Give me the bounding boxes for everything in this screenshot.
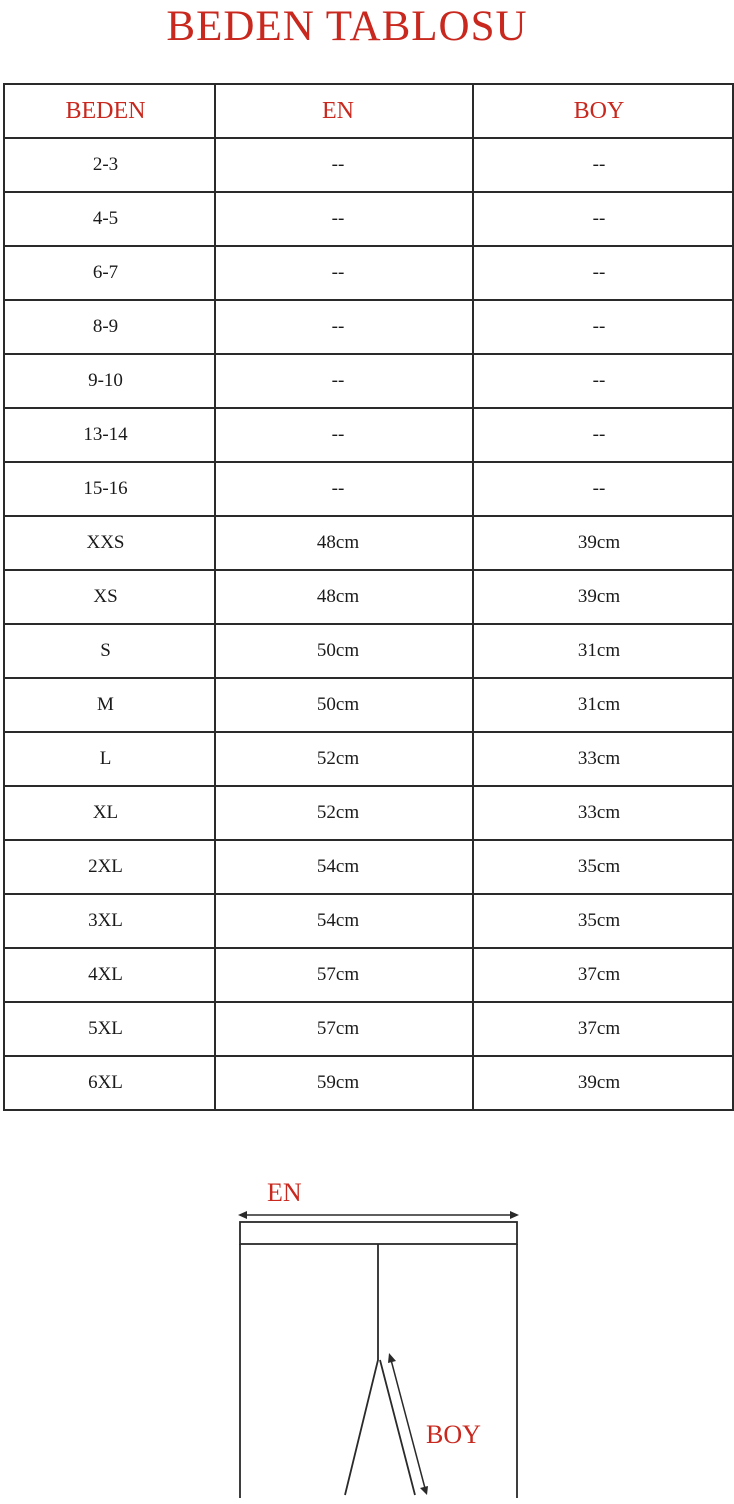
table-header-row	[4, 84, 733, 138]
size-table-body	[4, 84, 733, 1110]
cell-beden: 2-3	[4, 138, 215, 192]
table-row	[4, 300, 733, 354]
header-en: EN	[215, 84, 473, 138]
cell-beden: M	[4, 678, 215, 732]
cell-beden: XS	[4, 570, 215, 624]
diagram-en-label: EN	[267, 1178, 302, 1207]
table-row	[4, 462, 733, 516]
table-row	[4, 138, 733, 192]
table-row	[4, 354, 733, 408]
table-row	[4, 1002, 733, 1056]
cell-boy: --	[473, 462, 733, 516]
cell-beden: XXS	[4, 516, 215, 570]
table-row	[4, 570, 733, 624]
cell-boy: 31cm	[473, 678, 733, 732]
cell-beden: 9-10	[4, 354, 215, 408]
shorts-measurement-diagram	[230, 1170, 530, 1500]
cell-boy: 39cm	[473, 516, 733, 570]
table-row	[4, 948, 733, 1002]
cell-en: 52cm	[215, 732, 473, 786]
cell-beden: 4XL	[4, 948, 215, 1002]
cell-en: --	[215, 408, 473, 462]
cell-en: --	[215, 192, 473, 246]
cell-beden: L	[4, 732, 215, 786]
table-row	[4, 624, 733, 678]
cell-beden: 6-7	[4, 246, 215, 300]
table-row	[4, 678, 733, 732]
cell-beden: 5XL	[4, 1002, 215, 1056]
cell-en: 57cm	[215, 1002, 473, 1056]
table-row	[4, 192, 733, 246]
cell-beden: 15-16	[4, 462, 215, 516]
cell-beden: 2XL	[4, 840, 215, 894]
cell-beden: 8-9	[4, 300, 215, 354]
table-row	[4, 840, 733, 894]
cell-en: --	[215, 462, 473, 516]
cell-boy: 39cm	[473, 1056, 733, 1110]
cell-beden: 6XL	[4, 1056, 215, 1110]
cell-beden: 3XL	[4, 894, 215, 948]
cell-en: 54cm	[215, 894, 473, 948]
cell-boy: 37cm	[473, 1002, 733, 1056]
shorts-outline	[240, 1244, 517, 1498]
header-beden: BEDEN	[4, 84, 215, 138]
header-boy: BOY	[473, 84, 733, 138]
cell-en: 50cm	[215, 678, 473, 732]
cell-boy: 33cm	[473, 786, 733, 840]
length-arrow	[388, 1353, 428, 1495]
cell-boy: --	[473, 408, 733, 462]
cell-boy: 35cm	[473, 894, 733, 948]
cell-boy: 39cm	[473, 570, 733, 624]
cell-en: 48cm	[215, 516, 473, 570]
cell-beden: S	[4, 624, 215, 678]
table-row	[4, 894, 733, 948]
cell-en: 52cm	[215, 786, 473, 840]
cell-en: 57cm	[215, 948, 473, 1002]
table-row	[4, 516, 733, 570]
table-row	[4, 408, 733, 462]
page-title: BEDEN TABLOSU	[166, 3, 528, 50]
cell-en: --	[215, 354, 473, 408]
table-row	[4, 786, 733, 840]
cell-en: 54cm	[215, 840, 473, 894]
shorts-illustration	[230, 1170, 530, 1500]
table-row	[4, 246, 733, 300]
width-arrow	[238, 1211, 519, 1219]
cell-boy: --	[473, 354, 733, 408]
cell-en: 50cm	[215, 624, 473, 678]
waistband	[240, 1222, 517, 1244]
diagram-boy-label: BOY	[426, 1420, 481, 1449]
size-table	[3, 83, 734, 1111]
cell-boy: --	[473, 246, 733, 300]
cell-boy: 33cm	[473, 732, 733, 786]
cell-en: --	[215, 138, 473, 192]
cell-boy: --	[473, 138, 733, 192]
cell-en: 48cm	[215, 570, 473, 624]
cell-beden: 4-5	[4, 192, 215, 246]
cell-boy: 37cm	[473, 948, 733, 1002]
table-row	[4, 1056, 733, 1110]
cell-boy: --	[473, 300, 733, 354]
cell-beden: 13-14	[4, 408, 215, 462]
cell-en: 59cm	[215, 1056, 473, 1110]
cell-boy: 35cm	[473, 840, 733, 894]
cell-boy: 31cm	[473, 624, 733, 678]
cell-en: --	[215, 300, 473, 354]
cell-beden: XL	[4, 786, 215, 840]
cell-en: --	[215, 246, 473, 300]
cell-boy: --	[473, 192, 733, 246]
table-row	[4, 732, 733, 786]
